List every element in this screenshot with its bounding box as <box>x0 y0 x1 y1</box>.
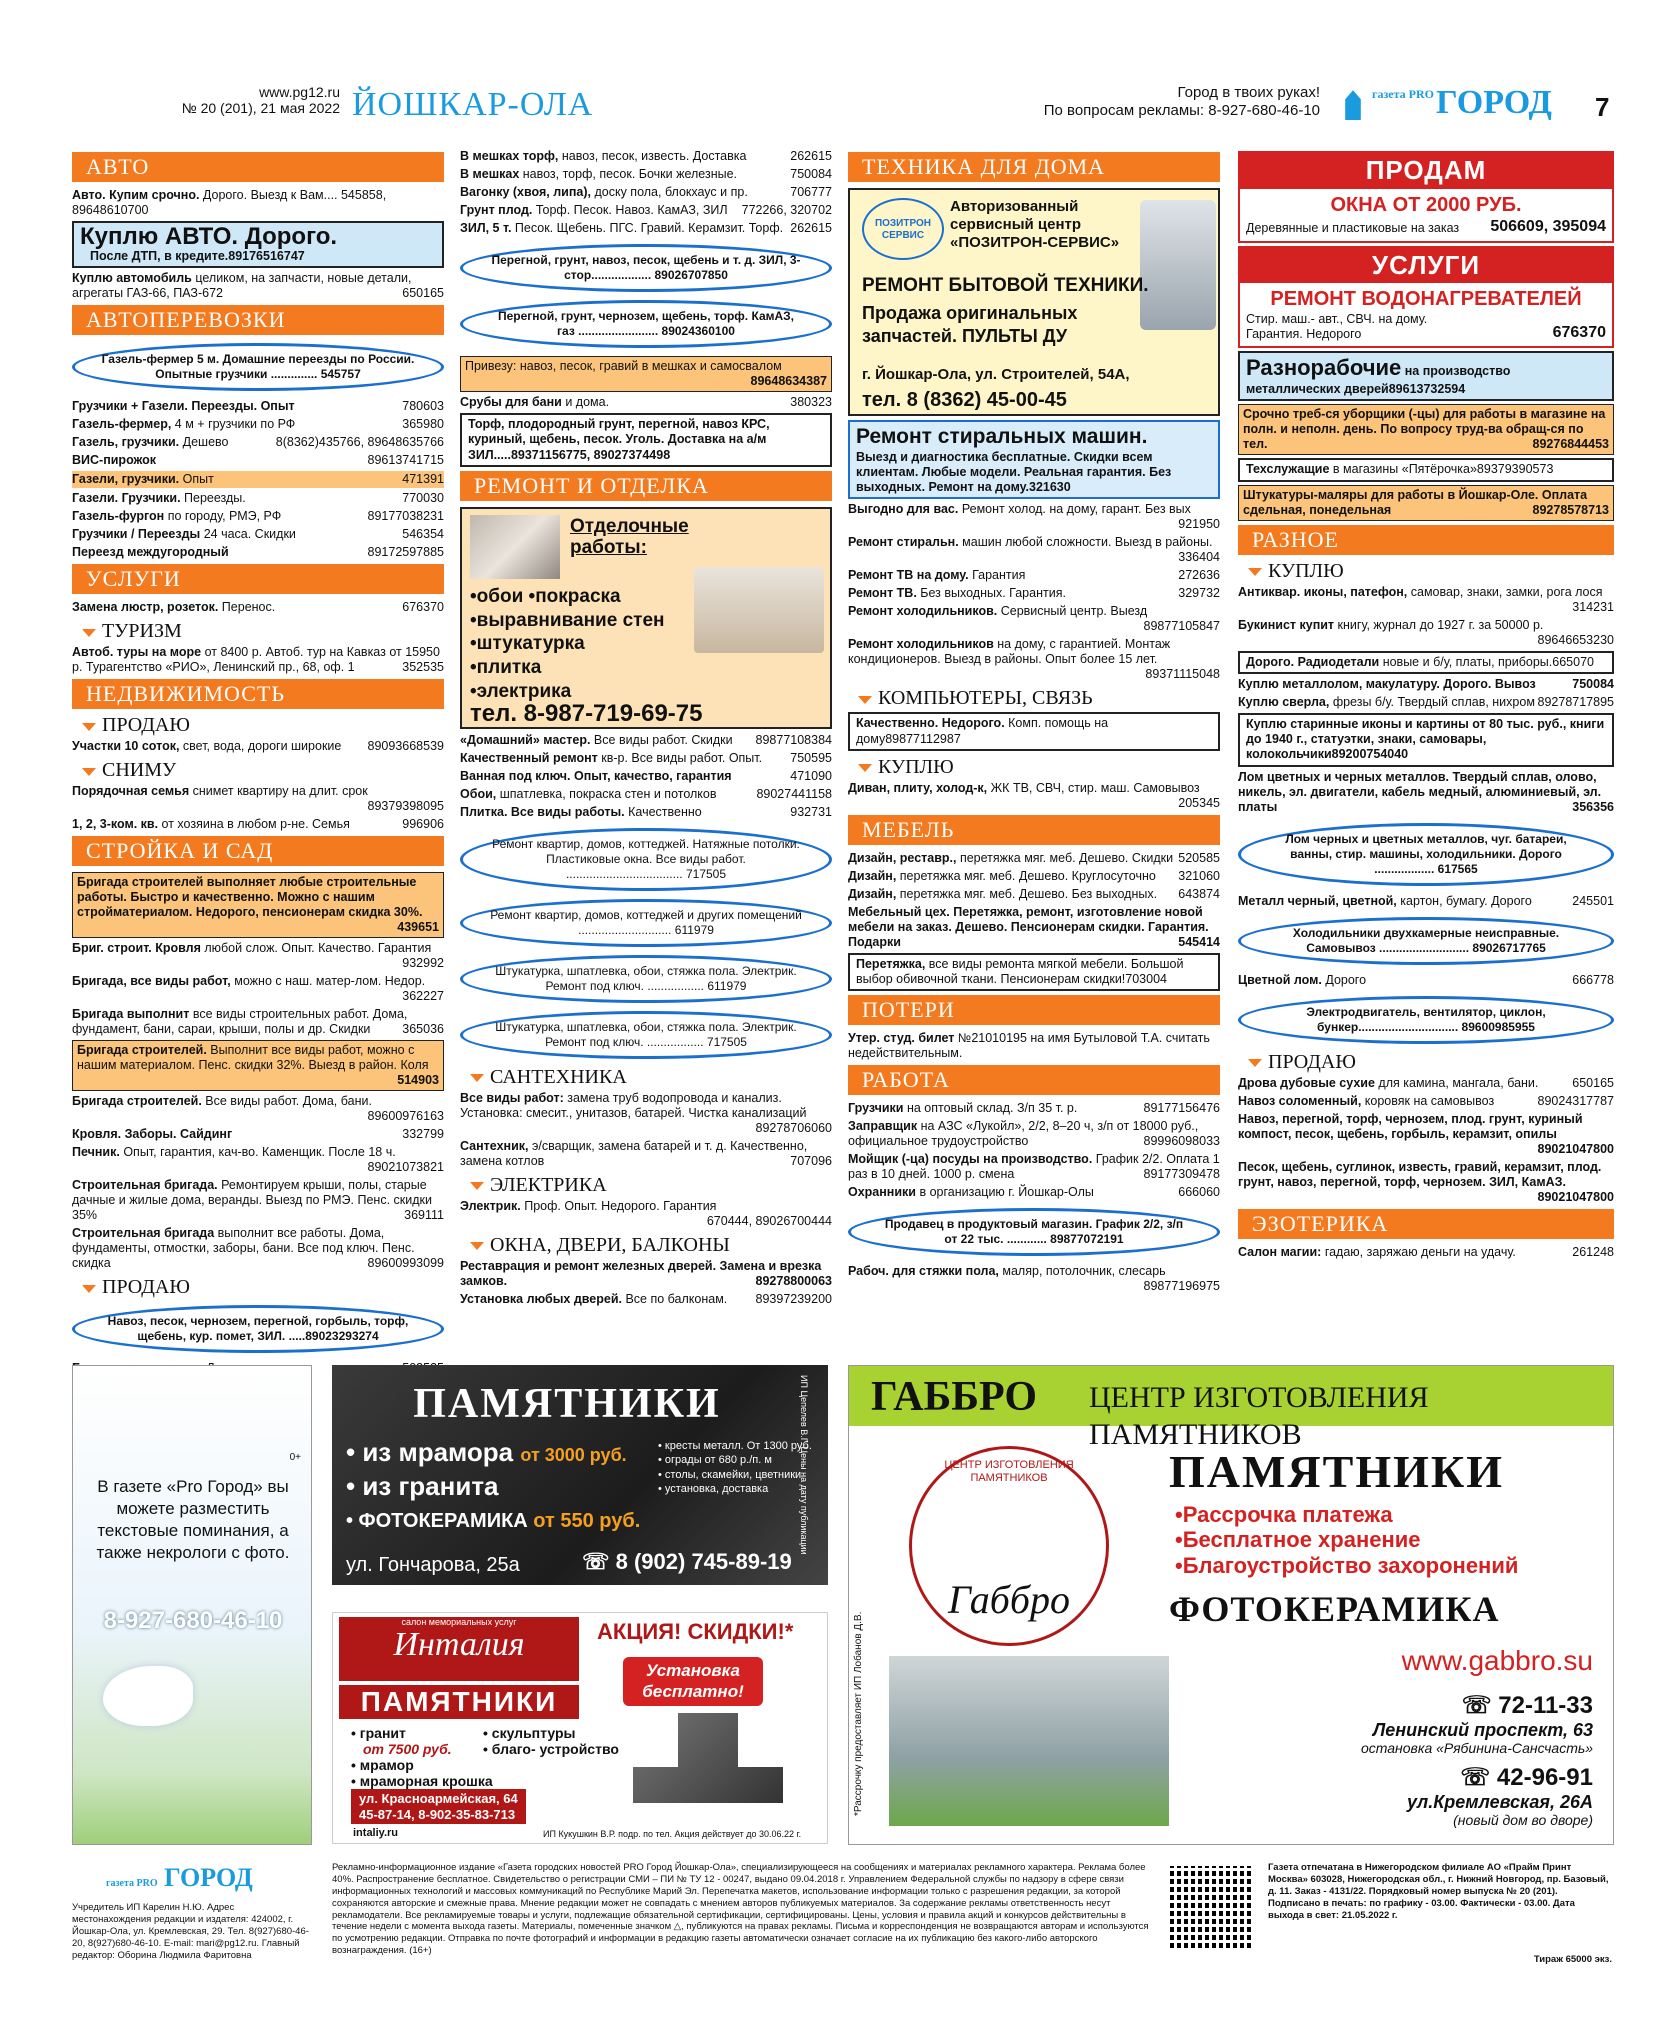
room-renovation-image <box>694 567 824 653</box>
classified-ad: Замена люстр, розеток. Перенос. 676370 <box>72 600 444 615</box>
classified-ad: Грузчики + Газели. Переезды. Опыт 780603 <box>72 399 444 414</box>
website[interactable]: intaliy.ru <box>353 1827 399 1839</box>
oval-ad: Холодильники двухкамерные неисправные. Самовывоз ........................... 89026717765 <box>1238 917 1614 965</box>
highlight-ad: Газели, грузчики. Опыт 471391 <box>72 472 444 487</box>
subsection-prodayu: ПРОДАЮ <box>82 715 444 735</box>
subsection-snimu: СНИМУ <box>82 760 444 780</box>
classified-ad: Порядочная семья снимет квартиру на длит. срок 89379398095 <box>72 784 444 814</box>
ad-heading: Отделочные работы: <box>570 515 689 558</box>
footer-legal: Рекламно-информационное издание «Газета городских новостей PRO Город Йошкар-Ола», специализирующееся на сообщениях и материалах рекламного характера. Реклама более 40%. Распространение бесплатное. Свидетельство о регистрации СМИ – ПИ № ТУ 12 - 00247, выдано 09.04.2018 г. Управлением Федеральной службы по надзору в сфере связи информационных технологий и массовых коммуникаций по Республике Марий Эл. Перепечатка макетов, использование информации только с разрешения редакции, за которой сохраняются авторские и смежные права. Мнение редакции может не совпадать с мнением авторов публикуемых материалов. За содержание рекламы ответственность несут рекламодатели. Все рекламируемые товары и услуги, подлежащие обязательной сертификации, сертифицированы. Цены, условия и правила акций и конкурсов действительны в течение недели с момента выхода газеты. Материалы, помеченные значком △, публикуются на правах рекламы. Письма и корреспонденция не возвращаются авторам и используются по усмотрению редакции. Отправка по почте фотографий и информации в редакцию газеты автоматически означает согласие на их публикацию без какого-либо авторского вознаграждения. (16+) <box>332 1862 1149 1957</box>
ad-side-note: ИП Цепелев В.Г. Цены на дату публикации <box>798 1375 809 1555</box>
logo-building-icon <box>1340 90 1366 120</box>
subsection-kuplyu: КУПЛЮ <box>1248 561 1614 581</box>
boxed-ad: Дорого. Радиодетали новые и б/у, платы, приборы.665070 <box>1238 651 1614 674</box>
tile-samples-image <box>470 515 560 579</box>
ad-address: ул. Гончарова, 25а <box>346 1554 520 1576</box>
section-ezoterika: ЭЗОТЕРИКА <box>1238 1209 1614 1239</box>
classified-ad: Газель-фермер, 4 м + грузчики по РФ 365980 <box>72 417 444 432</box>
gabbro-banner: ГАББРО ЦЕНТР ИЗГОТОВЛЕНИЯ ПАМЯТНИКОВ <box>849 1366 1613 1426</box>
windows-ad: ПРОДАМ ОКНА ОТ 2000 РУБ. Деревянные и пластиковые на заказ 506609, 395094 <box>1238 151 1614 243</box>
classified-ad: Грунт плод. Торф. Песок. Навоз. КамАЗ, ЗИЛ 772266, 320702 <box>460 203 832 217</box>
classified-ad: Автоб. туры на море от 8400 р. Автоб. тур на Кавказ от 15950 р. Турагентство «РИО», Ленинский пр., 68, оф. 1 352535 <box>72 645 444 675</box>
classified-ad: Бригада выполнит все виды строительных работ. Дома, фундамент, бани, сараи, крыши, полы и др. Скидки 365036 <box>72 1007 444 1037</box>
oval-ad: Лом черных и цветных металлов, чуг. батареи, ванны, стир. машины, холодильники. Дорого .................. 617565 <box>1238 823 1614 886</box>
highlight-ad: Бригада строителей выполняет любые строительные работы. Быстро и качественно. Можно с нашим стройматериалом. Недорого, пенсионерам скидка 30%. 439651 <box>72 872 444 938</box>
pozitron-service-ad <box>848 188 1220 416</box>
qr-code-icon <box>1170 1866 1252 1948</box>
slogan: Город в твоих руках! <box>1177 84 1320 101</box>
classified-ad: Плитка. Все виды работы. Качественно 932731 <box>460 804 832 819</box>
column-1 <box>72 148 444 1348</box>
water-heater-ad: УСЛУГИ РЕМОНТ ВОДОНАГРЕВАТЕЛЕЙ Стир. маш.- авт., СВЧ. на дому. Гарантия. Недорого 676370 <box>1238 246 1614 349</box>
column-4 <box>1238 148 1614 1348</box>
address-1: ☏ 72-11-33 Ленинский проспект, 63 остановка «Рябинина-Сансчасть» <box>1360 1692 1593 1757</box>
classified-ad: Печник. Опыт, гарантия, кач-во. Каменщик. После 18 ч. 89021073821 <box>72 1145 444 1175</box>
materials-list: • гранит от 7500 руб. • мрамор • мраморная крошка <box>351 1725 493 1790</box>
subsection-turizm: ТУРИЗМ <box>82 621 444 641</box>
oval-ad: Ремонт квартир, домов, коттеджей и других помещений ............................ 611979 <box>460 899 832 947</box>
ad-heading: ПАМЯТНИКИ <box>413 1381 721 1427</box>
classified-ad: Строительная бригада выполнит все работы. Дома, фундаменты, отмостки, заборы, бани. Все под ключ. Пенс. скидка 89600993099 <box>72 1226 444 1271</box>
oval-ad: Электродвигатель, вентилятор, циклон, бункер.............................. 89600985955 <box>1238 996 1614 1044</box>
classified-ad: Антиквар. иконы, патефон, самовар, знаки, замки, рога лося 314231 <box>1238 584 1614 614</box>
classified-ad: ЗИЛ, 5 т. Песок. Щебень. ПГС. Гравий. Керамзит. Торф. 262615 <box>460 221 832 235</box>
classified-ad: Газели. Грузчики. Переезды. 770030 <box>72 491 444 506</box>
highlight-ad: Бригада строителей. Выполнит все виды работ, можно с нашим материалом. Пенс. скидки 32%. Выезд в район. Коля 514903 <box>72 1040 444 1091</box>
classified-ad: Дизайн, реставр., перетяжка мяг. меб. Дешево. Скидки 520585 <box>848 850 1220 865</box>
classified-ad: Сантехник, э/сварщик, замена батарей и т. д. Качественно, замена котлов 707096 <box>460 1138 832 1168</box>
granite-line: • из гранита <box>346 1471 499 1501</box>
subsection-santehnika: САНТЕХНИКА <box>470 1067 832 1087</box>
subsection-kuplyu: КУПЛЮ <box>858 757 1220 777</box>
classified-ad: Качественный ремонт кв-р. Все виды работ. Опыт. 750595 <box>460 750 832 765</box>
services-list: • скульптуры • благо- устройство <box>483 1725 619 1758</box>
classified-ad: Куплю металлолом, макулатуру. Дорого. Вывоз 750084 <box>1238 676 1614 691</box>
ad-side-note: *Рассрочку предоставляет ИП Лобанов Д.В. <box>853 1611 864 1816</box>
section-remont: РЕМОНТ И ОТДЕЛКА <box>460 471 832 501</box>
classified-ad: Навоз соломенный, коровяк на самовывоз 89024317787 <box>1238 1093 1614 1108</box>
subsection-prodayu-2: ПРОДАЮ <box>82 1277 444 1297</box>
subsection-okna: ОКНА, ДВЕРИ, БАЛКОНЫ <box>470 1235 832 1255</box>
oval-ad: Перегной, грунт, чернозем, щебень, торф. КамАЗ, газ ........................ 89024360100 <box>460 300 832 348</box>
pozitron-repair: РЕМОНТ БЫТОВОЙ ТЕХНИКИ. <box>862 275 1149 296</box>
ad-phone: тел. 8-987-719-69-75 <box>470 699 703 727</box>
classified-ad: Грузчики / Переезды 24 часа. Скидки 546354 <box>72 527 444 542</box>
classified-ad: Авто. Купим срочно. Дорого. Выезд к Вам.... 545858, 89648610700 <box>72 188 387 217</box>
city-title: ЙОШКАР-ОЛА <box>352 86 594 123</box>
services-list: •обои •покраска •выравнивание стен •штукатурка •плитка •электрика <box>470 585 665 702</box>
section-perevozki: АВТОПЕРЕВОЗКИ <box>72 305 444 335</box>
classified-ad: Переезд междугородный 89172597885 <box>72 545 444 560</box>
promo-title: АКЦИЯ! СКИДКИ!* <box>597 1619 794 1644</box>
boxed-ad: Перетяжка, все виды ремонта мягкой мебели. Большой выбор обивочной ткани. Пенсионерам скидки!703004 <box>848 953 1220 992</box>
classified-ad: Мойщик (-ца) посуды на производство. График 2/2. Оплата 1 раз в 10 дней. 1000 р. смена 89177309478 <box>848 1152 1220 1182</box>
site-url[interactable]: www.pg12.ru <box>259 84 340 100</box>
classified-ad: Дрова дубовые сухие для камина, мангала, бани. 650165 <box>1238 1075 1614 1090</box>
phone-icon: ☏ <box>1461 1692 1499 1719</box>
classified-ad: Грузчики на оптовый склад. З/п 35 т. р. 89177156476 <box>848 1101 1220 1116</box>
classified-ad: Лом цветных и черных металлов. Твердый сплав, олово, никель, эл. двигатели, кабель медный, алюминиевый, эл. платы 356356 <box>1238 769 1614 814</box>
classified-ad: Дизайн, перетяжка мяг. меб. Дешево. Без выходных. 643874 <box>848 886 1220 901</box>
pozitron-title: Авторизованный сервисный центр «ПОЗИТРОН-СЕРВИС» <box>950 198 1120 251</box>
classified-ad: В мешках торф, навоз, песок, известь. Доставка 262615 <box>460 149 832 163</box>
subsection-prodayu: ПРОДАЮ <box>1248 1052 1614 1072</box>
classified-ad: Электрик. Проф. Опыт. Недорого. Гарантия 670444, 89026700444 <box>460 1198 832 1228</box>
page-number: 7 <box>1595 92 1610 122</box>
monuments-ad: ПАМЯТНИКИ • из мрамора от 3000 руб. • из гранита • ФОТОКЕРАМИКА от 550 руб. • кресты металл. От 1300 руб. • ограды от 680 р./п. м • столы, скамейки, цветники • установка, доставка ул. Гончарова, 25а ☏ 8 (902) 745-89-19 ИП Цепелев В.Г. Цены на дату публикации <box>332 1365 828 1585</box>
classified-ad: Ремонт ТВ на дому. Гарантия 272636 <box>848 568 1220 583</box>
photoceramics: ФОТОКЕРАМИКА <box>1169 1589 1500 1629</box>
classified-ad: Куплю сверла, фрезы б/у. Твердый сплав, нихром 89278717895 <box>1238 694 1614 709</box>
oval-ad: Газель-фермер 5 м. Домашние переезды по России. Опытные грузчики .............. 545757 <box>72 343 444 391</box>
pozitron-address: г. Йошкар-Ола, ул. Строителей, 54А, <box>862 366 1130 383</box>
classified-ad: Реставрация и ремонт железных дверей. Замена и врезка замков. 89278800063 <box>460 1258 832 1288</box>
section-nedvizhimost: НЕДВИЖИМОСТЬ <box>72 679 444 709</box>
classified-ad: Ванная под ключ. Опыт, качество, гарантия 471090 <box>460 768 832 783</box>
ad-header: УСЛУГИ <box>1240 248 1612 284</box>
phone-icon: ☏ <box>1460 1764 1497 1791</box>
ad-title: РЕМОНТ ВОДОНАГРЕВАТЕЛЕЙ <box>1270 288 1582 311</box>
classified-ad: Навоз, перегной, торф, чернозем, плод. грунт, куриный компост, песок, щебень, горбыль, керамзит, опилы 89021047800 <box>1238 1111 1614 1156</box>
classified-ad: Срубы для бани и дома. 380323 <box>460 395 832 409</box>
oval-ad: Продавец в продуктовый магазин. График 2/2, з/п от 22 тыс. ............ 89877072191 <box>848 1208 1220 1256</box>
classified-ad: Выгодно для вас. Ремонт холод. на дому, гарант. Без вых 921950 <box>848 502 1220 532</box>
boxed-ad: Техслужащие в магазины «Пятёрочка»89379390573 <box>1238 458 1614 481</box>
logo-small: газета PRO <box>1372 87 1434 101</box>
highlight-ad: Срочно треб-ся уборщики (-цы) для работы в магазине на полн. и неполн. день. По вопросу труд-ва обращ-ся по тел. 89276844453 <box>1238 404 1614 455</box>
section-poteri: ПОТЕРИ <box>848 995 1220 1025</box>
classified-ad: Металл черный, цветной, картон, бумагу. Дорого 245501 <box>1238 893 1614 908</box>
classified-ad: Куплю автомобиль целиком, на запчасти, новые детали, агрегаты ГАЗ-66, ПАЗ-672 650165 <box>72 271 444 301</box>
classified-ad: Мебельный цех. Перетяжка, ремонт, изготовление новой мебели на заказ. Дешево. Пенсионерам скидки. Гарантия. Подарки 545414 <box>848 904 1220 949</box>
dove-phone: 8-927-680-46-10 <box>103 1607 283 1634</box>
oval-ad: Перегной, грунт, навоз, песок, щебень и т. д. ЗИЛ, 3-стор.................. 89026707850 <box>460 244 832 292</box>
classified-ad: Вагонку (хвоя, липа), доску пола, блокхаус и пр. 706777 <box>460 185 832 199</box>
ad-footnote: ИП Кукушкин В.Р. подр. по тел. Акция действует до 30.06.22 г. <box>543 1829 802 1839</box>
classified-ad: Бригада, все виды работ, можно с наш. матер-лом. Недор. 362227 <box>72 974 444 1004</box>
ad-heading: ПАМЯТНИКИ <box>339 1685 579 1719</box>
phone-icon: ☏ <box>582 1549 616 1574</box>
intaliya-logo: салон мемориальных услуг Инталия <box>339 1617 579 1681</box>
footer-printing: Газета отпечатана в Нижегородском филиале АО «Прайм Принт Москва» 603028, Нижегородская обл., г. Нижний Новгород, пр. Базовый, д. 11. Заказ - 4131/22. Порядковый номер выпуска № 20 (201). Подписано в печать: по графику - 03.00. Фактически - 03.00. Дата выхода в свет: 21.05.2022 г. <box>1268 1862 1609 1921</box>
classified-ad: Салон магии: гадаю, заряжаю деньги на удачу. 261248 <box>1238 1244 1614 1259</box>
header-left <box>140 84 340 116</box>
ad-header: ПРОДАМ <box>1240 153 1612 189</box>
classified-ad: Все виды работ: замена труб водопровода и канализ. Установка: смесит., унитазов, батарей. Чистка канализаций 89278706060 <box>460 1090 832 1135</box>
classified-ad: В мешках навоз, торф, песок. Бочки железные. 750084 <box>460 167 832 181</box>
classified-ad: Ремонт ТВ. Без выходных. Гарантия. 329732 <box>848 586 1220 601</box>
section-stroyka: СТРОЙКА И САД <box>72 836 444 866</box>
logo-big: ГОРОД <box>1435 84 1552 121</box>
section-rabota: РАБОТА <box>848 1065 1220 1095</box>
classified-ad: Газель-фургон по городу, РМЭ, РФ 89177038231 <box>72 509 444 524</box>
circulation: Тираж 65000 экз. <box>1533 1954 1612 1965</box>
age-rating: 0+ <box>289 1452 301 1463</box>
oval-ad: Штукатурка, шпатлевка, обои, стяжка пола. Электрик. Ремонт под ключ. ................. 611979 <box>460 955 832 1003</box>
header-right <box>960 84 1320 120</box>
finishing-works-ad <box>460 507 832 729</box>
subsection-komp: КОМПЬЮТЕРЫ, СВЯЗЬ <box>858 688 1220 708</box>
memorial-image <box>889 1656 1169 1826</box>
classified-ad: Цветной лом. Дорого 666778 <box>1238 972 1614 987</box>
ad-title: ОКНА ОТ 2000 РУБ. <box>1330 193 1522 216</box>
website[interactable]: www.gabbro.su <box>1401 1645 1593 1676</box>
classified-ad: Бригада строителей. Все виды работ. Дома, бани. 89600976163 <box>72 1094 444 1124</box>
section-avto: АВТО <box>72 152 444 182</box>
boxed-ad: Куплю АВТО. Дорого. После ДТП, в кредите.89176516747 <box>72 221 444 268</box>
classified-ad: Диван, плиту, холод-к, ЖК ТВ, СВЧ, стир. маш. Самовывоз 205345 <box>848 780 1220 810</box>
gabbro-logo: ЦЕНТР ИЗГОТОВЛЕНИЯ ПАМЯТНИКОВ Габбро <box>909 1446 1109 1646</box>
classified-ad: «Домашний» мастер. Все виды работ. Скидки 89877108384 <box>460 732 832 747</box>
ad-headline: Куплю АВТО. Дорого. <box>80 223 338 250</box>
classified-ad: Утер. студ. билет №21010195 на имя Бутыловой Т.А. считать недействительным. <box>848 1031 1210 1061</box>
oval-ad: Ремонт квартир, домов, коттеджей. Натяжные потолки. Пластиковые окна. Все виды работ. ................................... 717505 <box>460 828 832 891</box>
section-uslugi: УСЛУГИ <box>72 564 444 594</box>
boxed-ad: Торф, плодородный грунт, перегной, навоз КРС, куриный, щебень, песок. Уголь. Доставка на а/м ЗИЛ.....89371156775, 89027374498 <box>460 413 832 467</box>
ads-phone: По вопросам рекламы: 8-927-680-46-10 <box>1043 102 1320 119</box>
classified-ad: ВИС-пирожок 89613741715 <box>72 453 444 468</box>
washing-machine-ad: Ремонт стиральных машин. Выезд и диагностика бесплатные. Скидки всем клиентам. Любые модели. Реальная гарантия. Без выходных. Ремонт на дому.321630 <box>848 420 1220 499</box>
classified-ad: Букинист купит книгу, журнал до 1927 г. за 50000 р. 89646653230 <box>1238 617 1614 647</box>
classified-ad: Участки 10 соток, свет, вода, дороги широкие 89093668539 <box>72 739 444 754</box>
classified-ad: Заправщик на АЗС «Лукойл», 2/2, 8–20 ч, з/п от 18000 руб., официальное трудоустройство 89996098033 <box>848 1119 1220 1149</box>
gabbro-ad <box>848 1365 1614 1845</box>
ad-phone: ☏ 8 (902) 745-89-19 <box>582 1549 792 1574</box>
dove-icon <box>103 1666 193 1726</box>
page-header <box>0 78 1680 138</box>
promo-badge: Установка бесплатно! <box>623 1657 763 1706</box>
ad-heading: ПАМЯТНИКИ <box>1169 1446 1505 1497</box>
classified-ad: Охранники в организацию г. Йошкар-Олы 666060 <box>848 1185 1220 1200</box>
footer-publisher: Учредитель ИП Карелин Н.Ю. Адрес местонахождения редакции и издателя: 424002, г. Йошкар-Ола, ул. Кремлевская, 29. Тел. 8(927)680-46-20, 8(927)680-46-10. E-mail: mari@pg12.ru. Главный редактор: Оборина Людмила Фаритовна <box>72 1902 309 1961</box>
issue-number: № 20 (201), 21 мая 2022 <box>181 100 340 117</box>
classified-ad: Рабоч. для стяжки пола, маляр, потолочник, слесарь 89877196975 <box>848 1264 1220 1294</box>
intaliya-ad <box>332 1612 828 1844</box>
column-2 <box>460 148 832 1348</box>
classified-ad: Строительная бригада. Ремонтируем крыши, полы, старые дачные и жилые дома, веранды. Выезд по РМЭ. Пенс. скидки 35% 369111 <box>72 1178 444 1223</box>
subsection-elektrika: ЭЛЕКТРИКА <box>470 1175 832 1195</box>
boxed-ad: Качественно. Недорого. Комп. помощь на дому89877112987 <box>848 712 1220 751</box>
classified-ad: Кровля. Заборы. Сайдинг 332799 <box>72 1127 444 1142</box>
classified-ad: Ремонт стиральн. машин любой сложности. Выезд в районы. 336404 <box>848 535 1220 565</box>
classified-ad: Ремонт холодильников. Сервисный центр. Выезд 89877105847 <box>848 604 1220 634</box>
extra-services: • кресты металл. От 1300 руб. • ограды от 680 р./п. м • столы, скамейки, цветники • установка, доставка <box>658 1440 812 1495</box>
address-2: ☏ 42-96-91 ул.Кремлевская, 26А (новый дом во дворе) <box>1407 1764 1593 1829</box>
footer-logo: газета PRO ГОРОД <box>106 1863 253 1892</box>
pozitron-parts: Продажа оригинальных запчастей. ПУЛЬТЫ ДУ <box>862 303 1078 347</box>
classified-ad: Ремонт холодильников на дому, с гарантией. Монтаж кондиционеров. Выезд в районы. Опыт более 15 лет. 89371115048 <box>848 637 1220 682</box>
classified-ad: Обои, шпатлевка, покраска стен и потолков 89027441158 <box>460 786 832 801</box>
classified-ad: Газель, грузчики. Дешево 8(8362)435766, 89648635766 <box>72 435 444 450</box>
classified-ad: Бриг. строит. Кровля любой слож. Опыт. Качество. Гарантия 932992 <box>72 941 444 971</box>
page-footer <box>72 1862 1612 1972</box>
pozitron-phone: тел. 8 (8362) 45-00-45 <box>862 389 1067 411</box>
oval-ad: Навоз, песок, чернозем, перегной, горбыль, торф, щебень, кур. помет, ЗИЛ. .....89023293274 <box>72 1305 444 1353</box>
classified-ad: Дизайн, перетяжка мяг. меб. Дешево. Круглосуточно 321060 <box>848 868 1220 883</box>
classified-ad: Песок, щебень, суглинок, известь, гравий, керамзит, плод. грунт, навоз, перегной, торф, чернозем. ЗИЛ, КамАЗ. 89021047800 <box>1238 1159 1614 1204</box>
classified-ad: Установка любых дверей. Все по балконам. 89397239200 <box>460 1291 832 1306</box>
boxed-ad: Разнорабочие на производство металлических дверей89613732594 <box>1238 351 1614 401</box>
benefits-list: •Рассрочка платежа •Бесплатное хранение •Благоустройство захоронений <box>1175 1502 1519 1578</box>
boxed-ad: Куплю старинные иконы и картины от 80 тыс. руб., книги до 1940 г., статуэтки, знаки, самовары, колокольчики89200754040 <box>1238 713 1614 767</box>
classified-ad: 1, 2, 3-ком. кв. от хозяина в любом р-не. Семья 996906 <box>72 817 444 832</box>
section-tehnika: ТЕХНИКА ДЛЯ ДОМА <box>848 152 1220 182</box>
dove-ad <box>72 1365 312 1845</box>
highlight-ad: Привезу: навоз, песок, гравий в мешках и самосвалом 89648634387 <box>460 356 832 392</box>
logo <box>1340 82 1552 123</box>
pozitron-logo-icon: ПОЗИТРОН СЕРВИС <box>862 198 944 260</box>
column-3 <box>848 148 1220 1348</box>
gravestone-image <box>633 1713 783 1803</box>
dove-text: В газете «Pro Город» вы можете разместить текстовые поминания, а также некрологи с фото. <box>96 1477 290 1563</box>
oval-ad: Штукатурка, шпатлевка, обои, стяжка пола. Электрик. Ремонт под ключ. ................. 717505 <box>460 1011 832 1059</box>
contacts: ул. Красноармейская, 64 45-87-14, 8-902-35-83-713 <box>351 1789 526 1824</box>
appliances-image <box>1140 200 1216 330</box>
highlight-ad: Штукатуры-маляры для работы в Йошкар-Оле. Оплата сдельная, понедельная 89278578713 <box>1238 485 1614 521</box>
section-raznoe: РАЗНОЕ <box>1238 525 1614 555</box>
section-mebel: МЕБЕЛЬ <box>848 815 1220 845</box>
